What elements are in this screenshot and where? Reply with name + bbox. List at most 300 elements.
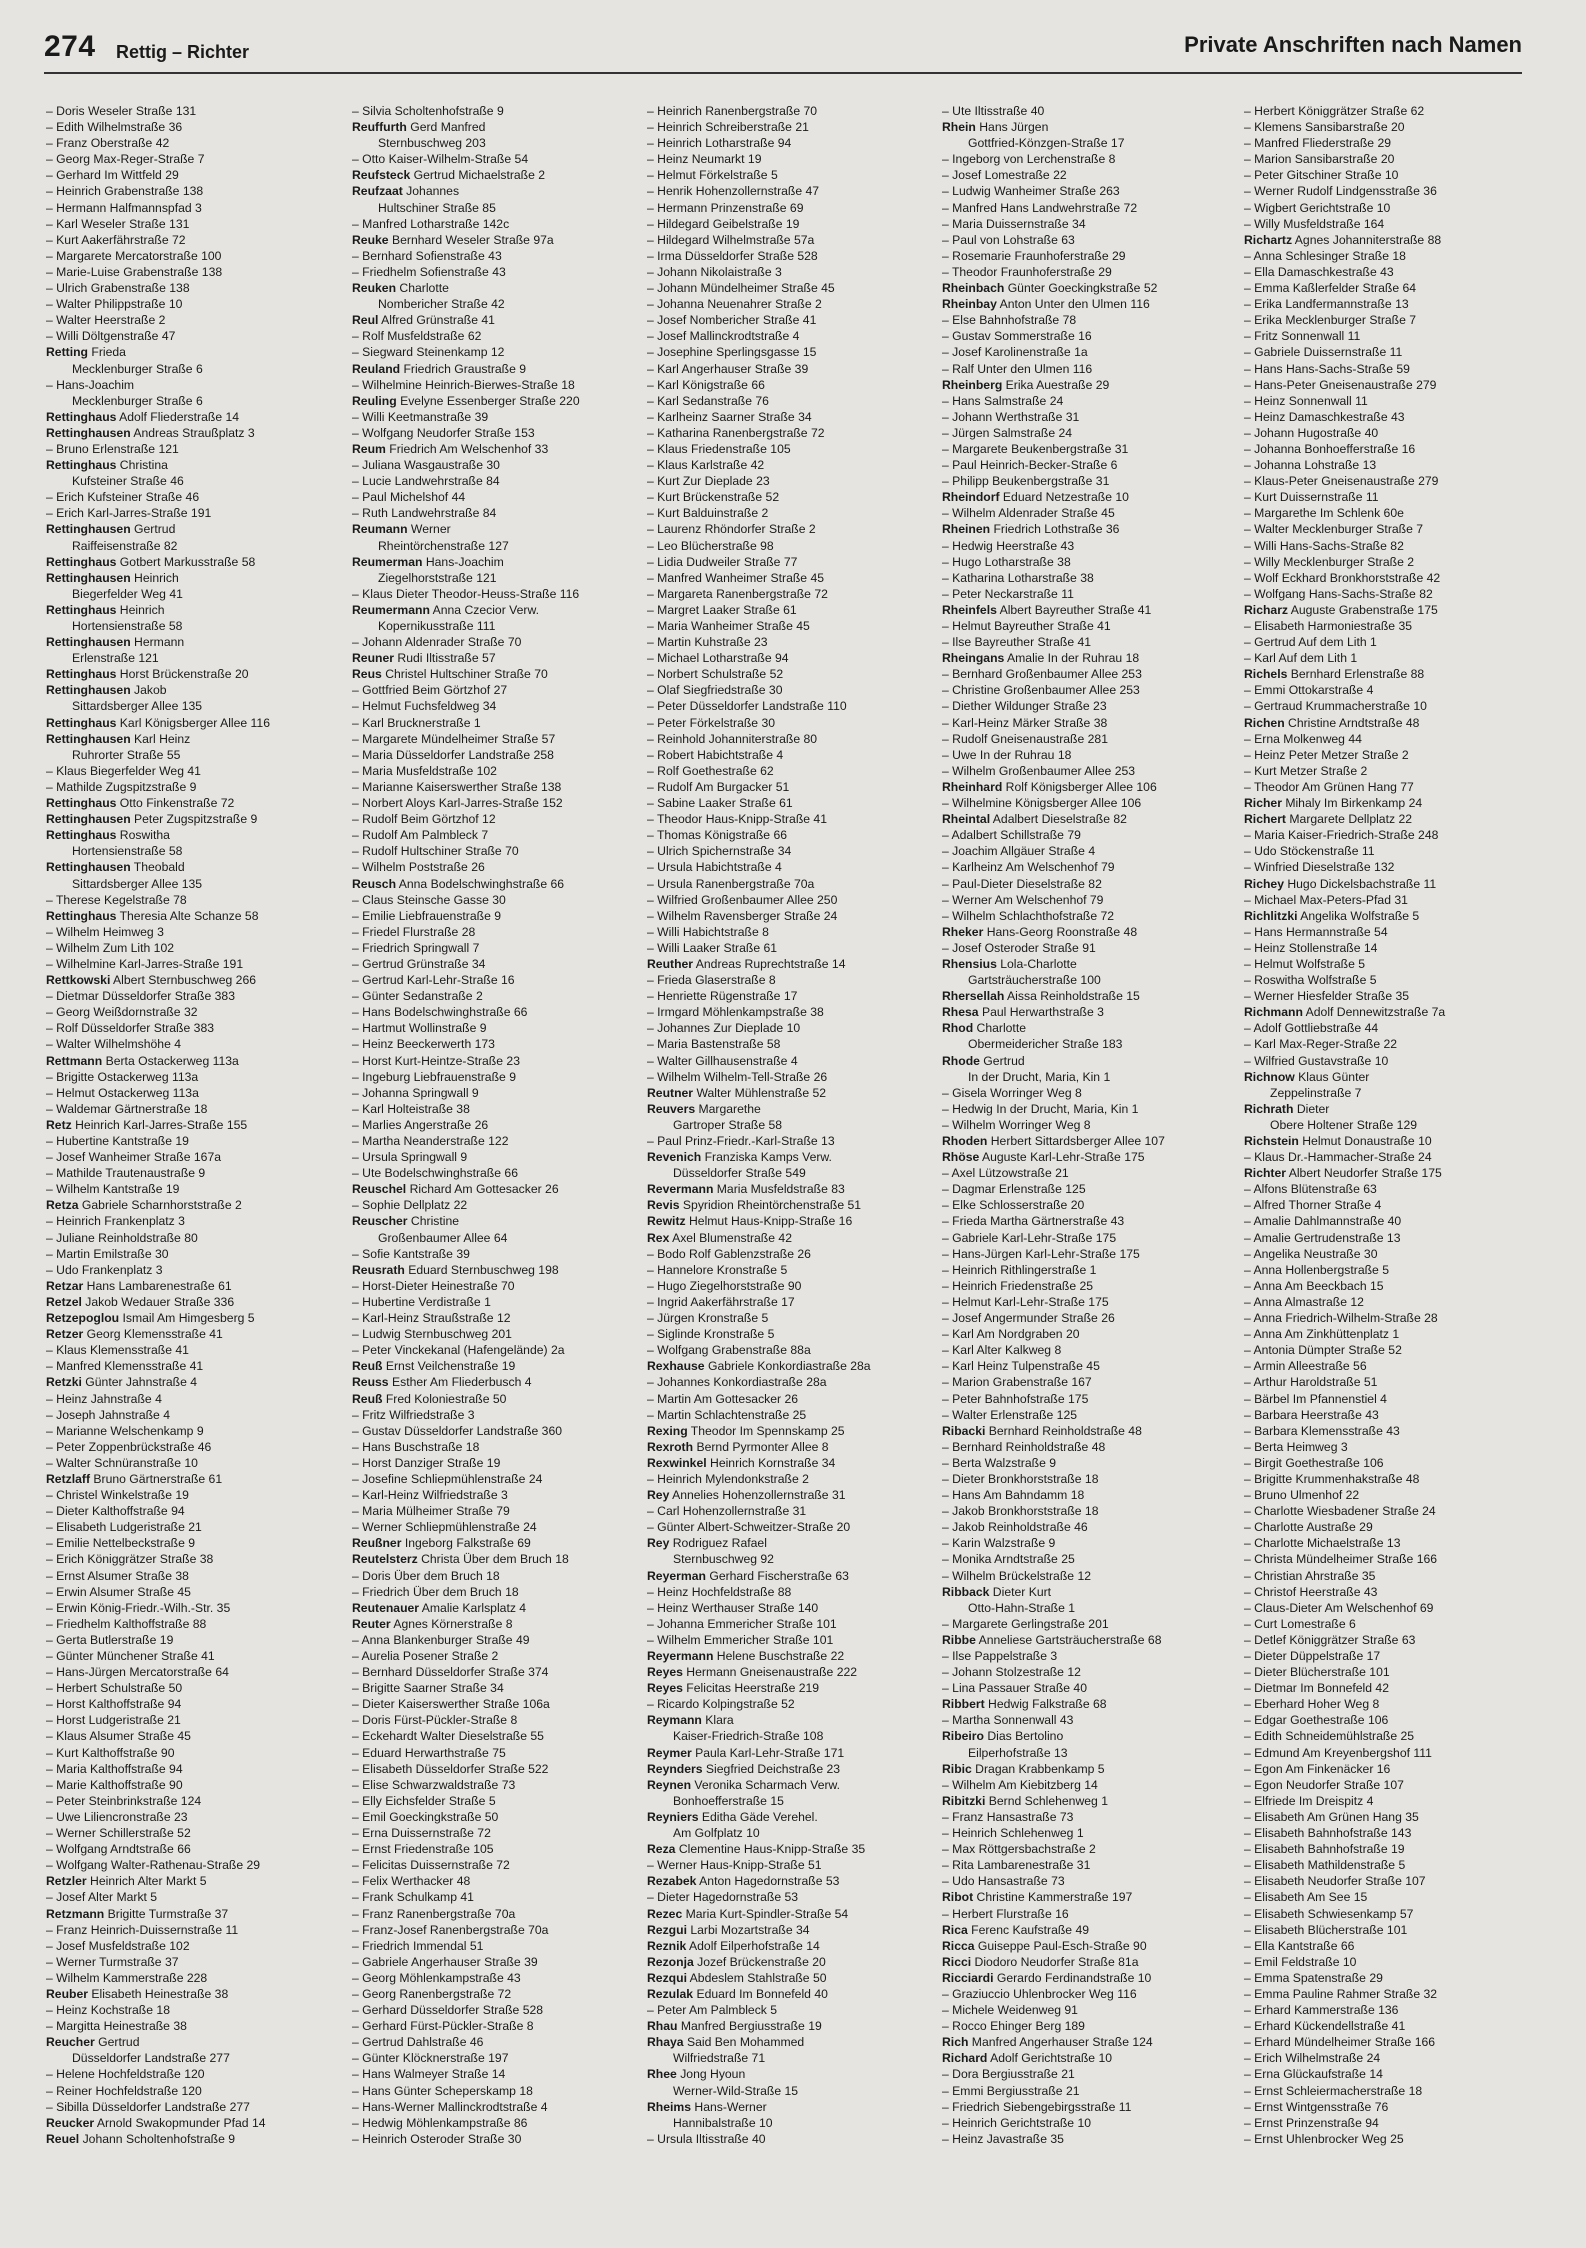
surname: Rheingans [942,651,1005,666]
directory-entry: – Karl Königstraße 66 [647,377,765,392]
directory-entry: – Kurt Metzer Straße 2 [1244,763,1368,778]
directory-entry: – Ernst Prinzenstraße 94 [1244,2115,1379,2130]
surname: Revermann [647,1182,714,1197]
directory-entry: – Martha Neanderstraße 122 [352,1134,509,1148]
directory-entry: – Wolfgang Hans-Sachs-Straße 82 [1244,586,1433,601]
directory-entry: – Klaus Dieter Theodor-Heuss-Straße 116 [352,586,580,601]
surname: Rezonja [647,1954,694,1969]
directory-entry: – Georg Max-Reger-Straße 7 [46,152,205,167]
directory-entry: – Udo Stöckenstraße 11 [1244,844,1375,859]
surname: Reuscher [352,1214,408,1229]
directory-entry: Rettinghaus Heinrich [46,602,165,617]
directory-entry: Rheker Hans-Georg Roonstraße 48 [942,924,1138,939]
directory-entry: – Egon Am Finkenäcker 16 [1244,1761,1391,1776]
directory-entry: – Karl-Heinz Märker Straße 38 [942,715,1108,730]
directory-entry: – Walter Schnüranstraße 10 [46,1455,198,1470]
directory-entry: – Henrik Hohenzollernstraße 47 [647,184,820,199]
directory-entry: – Charlotte Austraße 29 [1244,1520,1373,1535]
directory-entry: – Charlotte Wiesbadener Straße 24 [1244,1504,1436,1519]
directory-entry: – Horst Ludgeristraße 21 [46,1713,181,1728]
directory-entry: – Elisabeth Ludgeristraße 21 [46,1520,202,1535]
directory-entry: Reuscher Christine [352,1214,460,1229]
directory-entry: – Wilhelm Brückelstraße 12 [942,1568,1092,1583]
directory-entry: Raiffeisenstraße 82 [72,538,178,553]
directory-entry: Rich Manfred Angerhauser Straße 124 [942,2035,1153,2050]
directory-entry: Reutenauer Amalie Karlsplatz 4 [352,1600,527,1615]
page-header [44,30,1522,70]
surname: Richard [942,2051,988,2066]
directory-entry: Gartsträucherstraße 100 [968,973,1101,988]
directory-entry: – Klaus Biegerfelder Weg 41 [46,763,201,778]
directory-entry: – Carl Hohenzollernstraße 31 [647,1504,807,1519]
surname: Reza [647,1842,676,1857]
directory-entry: – Rita Lambarenestraße 31 [942,1858,1091,1873]
surname: Reucker [46,2115,95,2130]
directory-entry: – Kurt Duissernstraße 11 [1244,490,1379,505]
directory-entry: Rhersellah Aissa Reinholdstraße 15 [942,989,1140,1004]
directory-entry: – Theodor Fraunhoferstraße 29 [942,264,1112,279]
directory-entry: – Karl Holteistraße 38 [352,1101,470,1116]
directory-entry: – Gabriele Duissernstraße 11 [1244,345,1403,360]
directory-entry: Reynen Veronika Scharmach Verw. [647,1777,841,1792]
directory-entry: Bonhoefferstraße 15 [673,1793,784,1808]
directory-entry: Nombericher Straße 42 [378,297,505,312]
directory-entry: – Horst-Dieter Heinestraße 70 [352,1278,515,1293]
directory-entry: In der Drucht, Maria, Kin 1 [968,1069,1111,1084]
directory-entry: – Ursula Ranenbergstraße 70a [647,876,815,891]
directory-entry: Retzki Günter Jahnstraße 4 [46,1375,198,1390]
directory-entry: – Hans Salmstraße 24 [942,393,1064,408]
surname: Rettinghaus [46,715,117,730]
surname: Reuling [352,393,397,408]
directory-entry: Reusrath Eduard Sternbuschweg 198 [352,1262,559,1277]
directory-entry: – Norbert Schulstraße 52 [647,667,784,682]
directory-entry: Kopernikusstraße 111 [378,619,496,633]
surname: Reumerman [352,554,423,569]
directory-entry: – Emmi Ottokarstraße 4 [1244,683,1374,698]
directory-entry: – Erich Kufsteiner Straße 46 [46,490,200,505]
directory-entry: – Ilse Pappelstraße 3 [942,1649,1058,1663]
surname: Retz [46,1117,72,1132]
directory-entry: Reumerman Hans-Joachim [352,554,504,569]
surname: Revis [647,1198,680,1213]
directory-entry: – Horst Kalthoffstraße 94 [46,1697,182,1712]
directory-entry: – Marlies Angerstraße 26 [352,1117,489,1132]
directory-entry: – Claus-Dieter Am Welschenhof 69 [1244,1600,1434,1615]
directory-entry: Reuschel Richard Am Gottesacker 26 [352,1182,559,1197]
directory-entry: – Lidia Dudweiler Straße 77 [647,554,798,569]
surname: Rettmann [46,1053,103,1068]
directory-entry: – Birgit Goethestraße 106 [1244,1455,1384,1470]
directory-entry: Düsseldorfer Landstraße 277 [72,2051,230,2066]
directory-entry: – Dieter Düppelstraße 17 [1244,1649,1381,1663]
directory-entry: Reyes Felicitas Heerstraße 219 [647,1681,820,1696]
surname: Rheindorf [942,490,1000,505]
directory-entry: – Edith Schneidemühlstraße 25 [1244,1729,1415,1744]
surname: Retzepoglou [46,1311,120,1326]
surname: Ribback [942,1584,990,1599]
directory-entry: – Karl Max-Reger-Straße 22 [1244,1037,1398,1052]
directory-entry: – Elisabeth Düsseldorfer Straße 522 [352,1761,549,1776]
surname: Rhaya [647,2035,684,2050]
directory-entry: – Emma Pauline Rahmer Straße 32 [1244,1986,1438,2001]
directory-entry: – Heinrich Grabenstraße 138 [46,184,204,199]
directory-entry: – Dagmar Erlenstraße 125 [942,1182,1086,1197]
directory-entry: – Erna Molkenweg 44 [1244,731,1362,746]
directory-entry: Ricciardi Gerardo Ferdinandstraße 10 [942,1970,1152,1985]
directory-entry: – Karl Brucknerstraße 1 [352,715,481,730]
directory-entry: Rheinbach Günter Goeckingkstraße 52 [942,281,1158,296]
directory-entry: Revermann Maria Musfeldstraße 83 [647,1182,845,1197]
directory-entry: – Josefine Schliepmühlenstraße 24 [352,1471,543,1486]
directory-entry: Rheinen Friedrich Lothstraße 36 [942,522,1120,537]
directory-entry: – Klemens Sansibarstraße 20 [1244,120,1405,135]
surname: Ribacki [942,1423,986,1438]
surname: Rheker [942,924,984,939]
directory-entry: – Georg Möhlenkampstraße 43 [352,1970,521,1985]
directory-entry: – Hans-Jürgen Mercatorstraße 64 [46,1665,229,1680]
directory-entry: Revenich Franziska Kamps Verw. [647,1150,832,1165]
directory-entry: – Hans-Jürgen Karl-Lehr-Straße 175 [942,1246,1140,1261]
surname: Richnow [1244,1069,1295,1084]
directory-entry: – Helmut Karl-Lehr-Straße 175 [942,1294,1109,1309]
directory-entry: Rettinghausen Heinrich [46,570,179,585]
directory-entry: Rettinghausen Andreas Straußplatz 3 [46,425,255,440]
directory-entry: – Fritz Sonnenwall 11 [1244,329,1361,344]
directory-entry: – Arthur Haroldstraße 51 [1244,1375,1378,1390]
directory-entry: – Hedwig In der Drucht, Maria, Kin 1 [942,1101,1139,1116]
directory-entry: – Bernhard Sofienstraße 43 [352,248,502,263]
directory-entry: Ricca Guiseppe Paul-Esch-Straße 90 [942,1938,1147,1953]
directory-entry: – Wilhelmine Königsberger Allee 106 [942,796,1142,811]
directory-entry: – Johann Werthstraße 31 [942,409,1080,424]
directory-entry: – Berta Walzstraße 9 [942,1455,1057,1470]
directory-entry: – Helmut Fuchsfeldweg 34 [352,699,497,714]
directory-entry: – Rudolf Am Palmbleck 7 [352,828,489,843]
surname: Revenich [647,1150,702,1165]
surname: Ribbert [942,1697,985,1712]
directory-entry: – Brigitte Krummenhakstraße 48 [1244,1471,1420,1486]
directory-entry: – Dieter Bronkhorststraße 18 [942,1471,1099,1486]
directory-entry: Reufsteck Gertrud Michaelstraße 2 [352,168,546,183]
directory-entry: – Marion Grabenstraße 167 [942,1375,1092,1390]
directory-entry: – Paul von Lohstraße 63 [942,232,1075,247]
directory-entry: Reucher Gertrud [46,2035,140,2050]
directory-entry: – Wilhelm Aldenrader Straße 45 [942,506,1115,521]
directory-entry: – Josef Nombericher Straße 41 [647,313,817,328]
directory-entry: – Diether Wildunger Straße 23 [942,699,1107,714]
surname: Reynen [647,1777,692,1792]
directory-entry: – Theodor Haus-Knipp-Straße 41 [647,812,827,827]
directory-entry: Reznik Adolf Eilperhofstraße 14 [647,1938,820,1953]
directory-entry: – Günter Klöcknerstraße 197 [352,2051,509,2066]
directory-entry: – Margitta Heinestraße 38 [46,2019,187,2034]
directory-entry: Ribot Christine Kammerstraße 197 [942,1890,1133,1905]
directory-entry: – Gertrud Grünstraße 34 [352,956,486,971]
surname: Retzer [46,1327,84,1342]
surname: Rheinhard [942,779,1003,794]
directory-entry: – Wilhelm Heimweg 3 [46,924,164,939]
directory-entry: – Marie-Luise Grabenstraße 138 [46,264,223,279]
surname: Rettinghausen [46,683,131,698]
surname: Richstein [1244,1134,1299,1148]
surname: Retting [46,345,88,360]
directory-entry: Retzar Hans Lambarenestraße 61 [46,1278,232,1293]
directory-entry: – Bernhard Düsseldorfer Straße 374 [352,1665,549,1680]
surname: Rhod [942,1021,974,1036]
directory-entry: – Wilhelm Zum Lith 102 [46,940,175,955]
directory-entry: – Irma Düsseldorfer Straße 528 [647,248,818,263]
directory-entry: – Paul Heinrich-Becker-Straße 6 [942,458,1118,473]
directory-entry: – Johanna Neuenahrer Straße 2 [647,297,822,312]
directory-entry: – Margareta Ranenbergstraße 72 [647,586,828,601]
directory-entry: Richels Bernhard Erlenstraße 88 [1244,667,1425,682]
directory-entry: Rettkowski Albert Sternbuschweg 266 [46,973,257,988]
directory-entry: Reuling Evelyne Essenberger Straße 220 [352,393,580,408]
directory-entry: – Bodo Rolf Gablenzstraße 26 [647,1246,811,1261]
surname: Reznik [647,1938,687,1953]
directory-entry: – Brigitte Saarner Straße 34 [352,1681,504,1696]
directory-entry: – Werner Schillerstraße 52 [46,1826,191,1841]
directory-entry: Rheinfels Albert Bayreuther Straße 41 [942,602,1152,617]
directory-entry: Rey Rodriguez Rafael [647,1536,767,1551]
directory-entry: Reuther Andreas Ruprechtstraße 14 [647,956,846,971]
directory-entry: – Franz Hansastraße 73 [942,1809,1074,1824]
surname: Reyniers [647,1809,699,1824]
surname: Rettinghaus [46,554,117,569]
directory-entry: – Ilse Bayreuther Straße 41 [942,635,1092,650]
surname: Rheims [647,2099,692,2114]
directory-entry: – Georg Weißdornstraße 32 [46,1005,198,1020]
directory-entry: – Hugo Lotharstraße 38 [942,554,1071,569]
surname: Richels [1244,667,1288,682]
directory-entry: – Heinrich Osteroder Straße 30 [352,2131,522,2146]
directory-entry: Reufzaat Johannes [352,184,460,199]
directory-entry: Zeppelinstraße 7 [1270,1085,1362,1100]
surname: Reusch [352,876,397,891]
directory-entry: Retzler Heinrich Alter Markt 5 [46,1874,207,1889]
directory-entry: Reumermann Anna Czecior Verw. [352,602,539,617]
directory-entry: Reuland Friedrich Graustraße 9 [352,361,527,376]
surname: Rich [942,2035,969,2050]
directory-entry: Reus Christel Hultschiner Straße 70 [352,667,548,682]
surname: Reuner [352,651,394,666]
surname: Richmann [1244,1005,1303,1020]
surname: Rezgui [647,1922,687,1937]
directory-entry: – Martin Am Gottesacker 26 [647,1391,799,1406]
directory-entry: – Gertrud Karl-Lehr-Straße 16 [352,973,515,988]
directory-entry: – Gerhard Im Wittfeld 29 [46,168,179,183]
directory-entry: – Walter Heerstraße 2 [46,313,166,328]
surname: Rettinghausen [46,570,131,585]
directory-entry: – Helmut Bayreuther Straße 41 [942,619,1111,633]
directory-entry: – Klaus Dr.-Hammacher-Straße 24 [1244,1150,1432,1165]
directory-entry: Rezulak Eduard Im Bonnefeld 40 [647,1986,828,2001]
directory-entry: – Wigbert Gerichtstraße 10 [1244,200,1391,215]
directory-entry: Mecklenburger Straße 6 [72,361,203,376]
surname: Rheintal [942,812,991,827]
directory-entry: – Armin Alleestraße 56 [1244,1359,1367,1374]
directory-entry: – Hans-Peter Gneisenaustraße 279 [1244,377,1437,392]
directory-entry: – Peter Düsseldorfer Landstraße 110 [647,699,847,714]
surname: Reuel [46,2131,80,2146]
section-title: Private Anschriften nach Namen [1184,32,1522,57]
directory-entry: – Johanna Emmericher Straße 101 [647,1616,837,1631]
surname: Reufsteck [352,168,411,183]
surname: Richrath [1244,1101,1294,1116]
surname: Richarz [1244,602,1289,617]
directory-entry: – Emilie Nettelbeckstraße 9 [46,1536,196,1551]
directory-entry: Richard Adolf Gerichtstraße 10 [942,2051,1113,2066]
directory-entry: Sternbuschweg 203 [378,136,486,151]
surname: Rezulak [647,1986,694,2001]
directory-entry: – Manfred Fliederstraße 29 [1244,136,1391,151]
surname: Reul [352,313,379,328]
directory-entry: – Erhard Kammerstraße 136 [1244,2003,1399,2018]
directory-entry: – Mathilde Trautenaustraße 9 [46,1166,206,1181]
directory-entry: – Ella Damaschkestraße 43 [1244,264,1394,279]
directory-entry: – Claus Steinsche Gasse 30 [352,892,506,907]
directory-entry: Ricci Diodoro Neudorfer Straße 81a [942,1954,1139,1969]
directory-entry: – Kurt Balduinstraße 2 [647,506,769,521]
directory-entry: – Elly Eichsfelder Straße 5 [352,1793,496,1808]
surname: Rewitz [647,1214,686,1229]
directory-entry: – Elise Schwarzwaldstraße 73 [352,1777,516,1792]
directory-entry: – Eduard Herwarthstraße 75 [352,1745,506,1760]
directory-entry: – Hedwig Möhlenkampstraße 86 [352,2115,528,2130]
surname: Reymer [647,1745,692,1760]
directory-entry: Reymann Klara [647,1713,734,1728]
directory-entry: – Doris Weseler Straße 131 [46,104,197,118]
directory-entry: – Antonia Dümpter Straße 52 [1244,1343,1402,1358]
directory-entry: – Günter Albert-Schweitzer-Straße 20 [647,1520,851,1535]
directory-entry: – Gertraud Krummacherstraße 10 [1244,699,1427,714]
directory-entry: – Karl-Heinz Straußstraße 12 [352,1311,511,1326]
directory-entry: – Karlheinz Am Welschenhof 79 [942,860,1115,875]
directory-entry: Rhensius Lola-Charlotte [942,956,1077,971]
directory-entry: – Margarete Mercatorstraße 100 [46,248,222,263]
directory-entry: – Willi Hans-Sachs-Straße 82 [1244,538,1404,553]
directory-entry: – Anna Hollenbergstraße 5 [1244,1262,1389,1277]
surname: Rhensius [942,956,997,971]
directory-entry: – Dora Bergiusstraße 21 [942,2067,1075,2082]
directory-entry: Reynders Siegfried Deichstraße 23 [647,1761,841,1776]
directory-entry: – Ingeburg Liebfrauenstraße 9 [352,1069,516,1084]
surname: Rheinen [942,522,991,537]
directory-entry: – Alfred Thorner Straße 4 [1244,1198,1382,1213]
directory-entry: – Ursula Habichtstraße 4 [647,860,782,875]
directory-entry: Rica Ferenc Kaufstraße 49 [942,1922,1090,1937]
directory-entry: – Johannes Konkordiastraße 28a [647,1375,827,1390]
directory-entry: – Friedhelm Kalthoffstraße 88 [46,1616,207,1631]
directory-entry: – Georg Ranenbergstraße 72 [352,1986,512,2001]
directory-entry: – Erna Glückaufstraße 14 [1244,2067,1383,2082]
directory-entry: Richmann Adolf Dennewitzstraße 7a [1244,1005,1446,1020]
directory-entry: Rettinghausen Peter Zugspitzstraße 9 [46,812,258,827]
directory-entry: – Reinhold Johanniterstraße 80 [647,731,818,746]
directory-entry: – Irmgard Möhlenkampstraße 38 [647,1005,824,1020]
directory-entry: – Wilhelm Wilhelm-Tell-Straße 26 [647,1069,828,1084]
directory-entry: Reuke Bernhard Weseler Straße 97a [352,232,554,247]
directory-entry: – Aurelia Posener Straße 2 [352,1649,499,1663]
directory-entry: Reuber Elisabeth Heinestraße 38 [46,1986,229,2001]
directory-entry: Obere Holtener Straße 129 [1270,1117,1418,1132]
directory-entry: Rhesa Paul Herwarthstraße 3 [942,1005,1104,1020]
directory-entry: Richey Hugo Dickelsbachstraße 11 [1244,876,1437,891]
surname: Rettinghaus [46,667,117,682]
surname: Rettinghausen [46,731,131,746]
directory-entry: – Wilhelm Am Kiebitzberg 14 [942,1777,1098,1792]
directory-entry: – Silvia Scholtenhofstraße 9 [352,104,504,118]
directory-entry: – Christa Mündelheimer Straße 166 [1244,1552,1438,1567]
surname: Reumann [352,522,408,537]
surname: Reyes [647,1665,683,1680]
directory-entry: – Hans Am Bahndamm 18 [942,1488,1085,1503]
directory-entry: – Karl-Heinz Wilfriedstraße 3 [352,1488,508,1503]
directory-entry: – Johann Mündelheimer Straße 45 [647,281,835,296]
name-range: Rettig – Richter [116,42,250,62]
directory-entry: – Sibilla Düsseldorfer Landstraße 277 [46,2099,250,2114]
directory-entry: Ribback Dieter Kurt [942,1584,1052,1599]
directory-entry: Rheinbay Anton Unter den Ulmen 116 [942,297,1150,312]
directory-entry: – Peter Bahnhofstraße 175 [942,1391,1089,1406]
directory-entry: Reuner Rudi Iltisstraße 57 [352,651,496,666]
surname: Richert [1244,812,1286,827]
surname: Reuken [352,281,397,296]
directory-entry: – Rudolf Am Burgacker 51 [647,779,790,794]
directory-entry: Rettinghausen Hermann [46,635,185,650]
directory-entry: – Hildegard Wilhelmstraße 57a [647,232,815,247]
directory-entry: Reuel Johann Scholtenhofstraße 9 [46,2131,236,2146]
directory-entry: – Heinrich Rithlingerstraße 1 [942,1262,1097,1277]
directory-entry: – Maria Mülheimer Straße 79 [352,1504,510,1519]
directory-entry: – Anna Blankenburger Straße 49 [352,1632,530,1647]
directory-entry: – Werner Hiesfelder Straße 35 [1244,989,1410,1004]
directory-entry: – Johann Aldenrader Straße 70 [352,635,522,650]
directory-entry: Reuß Fred Koloniestraße 50 [352,1391,507,1406]
surname: Richlitzki [1244,908,1298,923]
surname: Reum [352,441,386,456]
directory-entry: Reusch Anna Bodelschwinghstraße 66 [352,876,565,891]
directory-entry: Rheims Hans-Werner [647,2099,767,2114]
surname: Ribeiro [942,1729,984,1744]
directory-entry: – Klaus Karlstraße 42 [647,458,765,473]
directory-entry: – Alfons Blütenstraße 63 [1244,1182,1377,1197]
directory-entry: – Heinrich Schreiberstraße 21 [647,120,809,135]
directory-entry: – Elisabeth Neudorfer Straße 107 [1244,1874,1426,1889]
directory-entry: – Willy Mecklenburger Straße 2 [1244,554,1415,569]
directory-entry: – Karl Alter Kalkweg 8 [942,1343,1062,1358]
directory-entry: – Hans Buschstraße 18 [352,1439,480,1454]
directory-entry: – Franz Ranenbergstraße 70a [352,1906,516,1921]
directory-entry: – Heinz Peter Metzer Straße 2 [1244,747,1409,762]
directory-entry: Rhoden Herbert Sittardsberger Allee 107 [942,1134,1165,1148]
directory-entry: – Eckehardt Walter Dieselstraße 55 [352,1729,544,1744]
directory-entry: Rettinghausen Theobald [46,860,185,875]
directory-entry: – Erich Karl-Jarres-Straße 191 [46,506,212,521]
directory-entry: – Marianne Welschenkamp 9 [46,1423,204,1438]
directory-entry: – Karl Am Nordgraben 20 [942,1327,1080,1342]
directory-entry: – Elisabeth Harmoniestraße 35 [1244,619,1413,633]
directory-entry: – Erwin Alsumer Straße 45 [46,1584,191,1599]
directory-entry: – Christel Winkelstraße 19 [46,1488,189,1503]
directory-entry: – Paul Prinz-Friedr.-Karl-Straße 13 [647,1134,835,1148]
directory-entry: – Lina Passauer Straße 40 [942,1681,1087,1696]
directory-entry: – Klaus Klemensstraße 41 [46,1343,189,1358]
directory-entry: – Michael Lotharstraße 94 [647,651,789,666]
directory-entry: – Elisabeth Bahnhofstraße 19 [1244,1842,1405,1857]
directory-entry: – Günter Sedanstraße 2 [352,989,483,1004]
